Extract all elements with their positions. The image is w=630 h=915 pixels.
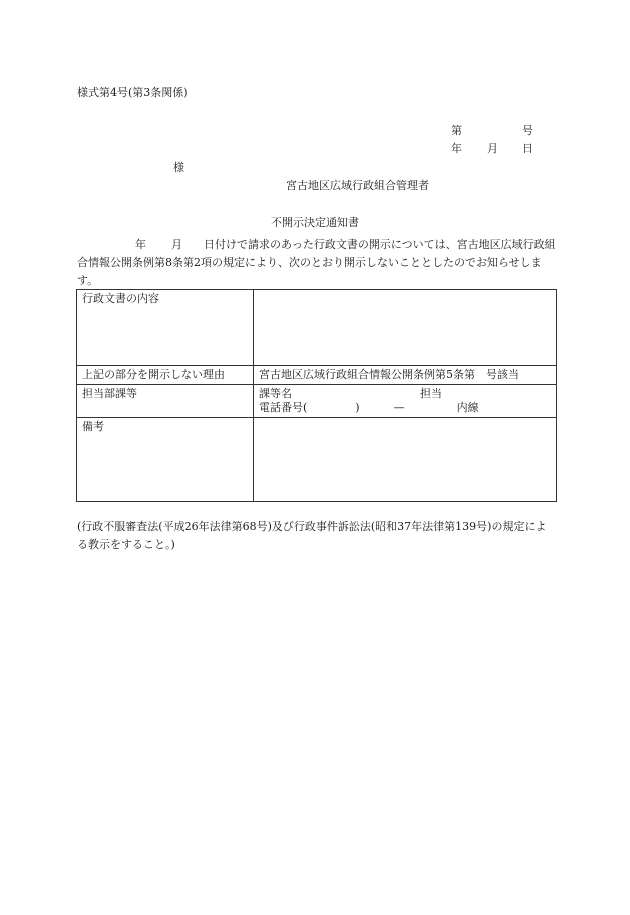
sender: 宮古地区広域行政組合管理者 — [286, 179, 429, 192]
body-text — [77, 236, 556, 290]
reason-label: 上記の部分を開示しない理由 — [77, 366, 254, 385]
phone-dash: — — [393, 401, 405, 414]
department-value — [254, 385, 557, 418]
doc-number-prefix: 第 — [451, 124, 462, 137]
person-in-charge-label: 担当 — [420, 387, 442, 400]
table-row — [77, 290, 557, 366]
department-line — [259, 387, 551, 401]
date-day: 日 — [522, 142, 533, 155]
remarks-value — [254, 418, 557, 502]
remarks-label: 備考 — [77, 418, 254, 502]
content-label: 行政文書の内容 — [77, 290, 254, 366]
notice-table — [76, 289, 557, 502]
date-year: 年 — [451, 142, 462, 155]
form-number: 様式第4号(第3条関係) — [77, 86, 188, 99]
phone-close: ) — [355, 401, 360, 414]
phone-line — [259, 401, 551, 415]
table-row — [77, 418, 557, 502]
table-row — [77, 366, 557, 385]
body-month: 月 — [171, 238, 182, 251]
phone-label: 電話番号( — [259, 401, 308, 414]
table-row — [77, 385, 557, 418]
department-label: 担当部課等 — [77, 385, 254, 418]
section-name-label: 課等名 — [259, 387, 292, 400]
content-value — [254, 290, 557, 366]
extension-label: 内線 — [456, 401, 479, 414]
date-month: 月 — [487, 142, 498, 155]
body-year: 年 — [135, 238, 146, 251]
document-title: 不開示決定通知書 — [271, 216, 359, 229]
addressee: 様 — [173, 161, 184, 174]
reason-value: 宮古地区広域行政組合情報公開条例第5条第 号該当 — [254, 366, 557, 385]
doc-number-suffix: 号 — [522, 124, 533, 137]
body-paragraph: 日付けで請求のあった行政文書の開示については、宮古地区広域行政組合情報公開条例第8条第2項の規定により、次のとおり開示しないこととしたのでお知らせします。 — [77, 238, 556, 287]
footer-note: (行政不服審査法(平成26年法律第68号)及び行政事件訴訟法(昭和37年法律第139号)の規定による教示をすること。) — [77, 520, 547, 551]
